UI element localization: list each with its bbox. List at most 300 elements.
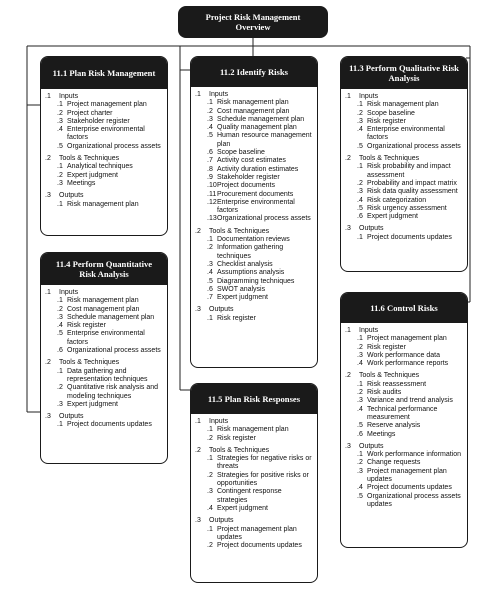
item-number: .5 — [207, 132, 213, 140]
process-title: 11.3 Perform Qualitative Risk Analysis — [349, 63, 459, 83]
list-item — [195, 132, 313, 149]
item-number: .2 — [57, 384, 63, 392]
item-number: .1 — [57, 297, 63, 305]
item-number: .1 — [357, 451, 363, 459]
list-item — [195, 488, 313, 505]
list-item — [195, 244, 313, 261]
item-text: Risk urgency assessment — [367, 204, 447, 212]
item-text: Stakeholder register — [67, 117, 130, 125]
item-number: .12 — [207, 198, 217, 206]
section-label: Tools & Techniques — [59, 155, 120, 163]
list-item — [345, 197, 463, 205]
section-title — [195, 517, 313, 525]
item-text: Data gathering and representation techniques — [67, 367, 148, 383]
section-number: .1 — [195, 418, 201, 425]
list-item — [345, 406, 463, 423]
process-section — [345, 327, 463, 368]
item-number: .2 — [357, 343, 363, 351]
process-title: 11.5 Plan Risk Responses — [207, 394, 301, 404]
item-text: Meetings — [367, 430, 396, 438]
item-number: .3 — [57, 117, 63, 125]
list-item — [345, 163, 463, 180]
item-text: Scope baseline — [217, 149, 265, 157]
section-number: .1 — [195, 91, 201, 98]
list-item — [45, 163, 163, 171]
item-text: Project management plan — [367, 335, 447, 343]
process-section — [345, 93, 463, 151]
process-title: 11.2 Identify Risks — [219, 67, 289, 77]
item-text: Change requests — [367, 459, 421, 467]
section-label: Inputs — [359, 327, 379, 334]
item-text: Risk management plan — [67, 200, 139, 208]
item-number: .10 — [207, 182, 217, 190]
section-label: Outputs — [359, 442, 384, 450]
item-text: Project management plan updates — [367, 467, 447, 484]
item-number: .4 — [207, 269, 213, 277]
list-item — [195, 526, 313, 543]
list-item — [45, 180, 163, 188]
item-number: .4 — [207, 124, 213, 132]
item-text: Expert judgment — [217, 504, 268, 512]
list-item — [45, 101, 163, 109]
list-item — [345, 213, 463, 221]
process-title-box — [41, 57, 167, 89]
section-label: Tools & Techniques — [59, 359, 120, 367]
list-item — [345, 352, 463, 360]
item-number: .4 — [207, 504, 213, 512]
item-number: .7 — [207, 294, 213, 302]
item-number: .5 — [57, 330, 63, 338]
section-number: .1 — [45, 93, 51, 100]
item-number: .2 — [57, 109, 63, 117]
process-section — [45, 413, 163, 430]
item-text: Technical performance measurement — [367, 405, 438, 421]
item-number: .1 — [207, 426, 213, 434]
list-item — [195, 426, 313, 434]
list-item — [45, 172, 163, 180]
item-text: Expert judgment — [367, 213, 418, 221]
item-text: Organizational process assets — [67, 347, 161, 355]
section-label: Outputs — [209, 517, 234, 525]
process-section — [345, 155, 463, 221]
item-text: Cost management plan — [217, 107, 290, 115]
process-body — [41, 285, 167, 436]
process-section — [45, 155, 163, 188]
section-label: Tools & Techniques — [209, 227, 270, 235]
process-title-box — [341, 57, 467, 89]
section-label: Inputs — [209, 91, 229, 98]
list-item — [45, 201, 163, 209]
item-text: Contingent response strategies — [217, 488, 282, 504]
item-text: Risk categorization — [367, 196, 427, 204]
item-text: Analytical techniques — [67, 163, 133, 171]
section-label: Tools & Techniques — [209, 446, 270, 454]
process-section — [345, 225, 463, 242]
list-item — [195, 157, 313, 165]
item-text: Risk register — [367, 343, 406, 351]
section-number: .2 — [195, 446, 201, 454]
section-title — [345, 93, 463, 101]
section-title — [45, 93, 163, 101]
list-item — [345, 381, 463, 389]
item-number: .6 — [357, 430, 363, 438]
list-item — [195, 294, 313, 302]
section-title — [345, 372, 463, 380]
item-number: .3 — [57, 179, 63, 187]
list-item — [345, 431, 463, 439]
process-title-box — [191, 384, 317, 414]
section-number: .2 — [45, 359, 51, 367]
overview-title-box — [178, 6, 328, 38]
item-number: .2 — [207, 244, 213, 252]
list-item — [195, 116, 313, 124]
section-label: Outputs — [59, 413, 84, 421]
section-title — [45, 359, 163, 367]
process-section — [345, 443, 463, 509]
process-perform-quantitative-risk-analysis — [40, 252, 168, 464]
list-item — [345, 422, 463, 430]
list-item — [195, 182, 313, 190]
item-text: Activity cost estimates — [217, 157, 286, 165]
list-item — [45, 384, 163, 401]
item-number: .6 — [357, 213, 363, 221]
section-number: .2 — [195, 227, 201, 235]
item-number: .5 — [357, 204, 363, 212]
section-number: .3 — [45, 192, 51, 200]
process-title: 11.1 Plan Risk Management — [52, 68, 156, 78]
list-item — [195, 542, 313, 550]
item-text: Project documents updates — [367, 484, 452, 492]
item-number: .1 — [357, 101, 363, 109]
list-item — [195, 99, 313, 107]
item-text: Schedule management plan — [217, 115, 305, 123]
section-title — [45, 155, 163, 163]
item-number: .3 — [207, 115, 213, 123]
list-item — [195, 149, 313, 157]
item-text: Risk register — [217, 434, 256, 442]
section-title — [195, 228, 313, 236]
item-number: .4 — [357, 405, 363, 413]
list-item — [45, 110, 163, 118]
item-text: Risk audits — [367, 389, 402, 397]
section-label: Inputs — [59, 93, 79, 100]
item-text: Meetings — [67, 179, 96, 187]
section-label: Inputs — [59, 289, 79, 296]
process-section — [45, 289, 163, 355]
item-number: .2 — [57, 305, 63, 313]
item-text: Cost management plan — [67, 305, 140, 313]
item-text: Project documents updates — [367, 233, 452, 241]
item-text: Organizational process assets — [67, 142, 161, 150]
list-item — [345, 468, 463, 485]
section-number: .2 — [45, 155, 51, 163]
section-label: Outputs — [209, 306, 234, 314]
process-title-box — [191, 57, 317, 87]
process-body — [341, 89, 467, 248]
item-number: .6 — [57, 347, 63, 355]
list-item — [45, 347, 163, 355]
process-section — [195, 418, 313, 443]
list-item — [345, 397, 463, 405]
item-number: .1 — [207, 236, 213, 244]
list-item — [45, 322, 163, 330]
item-number: .5 — [357, 142, 363, 150]
list-item — [345, 459, 463, 467]
section-title — [195, 418, 313, 426]
list-item — [195, 108, 313, 116]
process-body — [41, 89, 167, 215]
item-number: .2 — [207, 471, 213, 479]
section-number: .3 — [345, 225, 351, 233]
item-number: .5 — [57, 142, 63, 150]
item-number: .2 — [357, 389, 363, 397]
list-item — [195, 191, 313, 199]
list-item — [345, 205, 463, 213]
list-item — [195, 166, 313, 174]
item-number: .3 — [57, 313, 63, 321]
item-text: Assumptions analysis — [217, 269, 285, 277]
list-item — [195, 286, 313, 294]
item-text: Risk management plan — [217, 426, 289, 434]
item-number: .6 — [207, 149, 213, 157]
list-item — [195, 174, 313, 182]
list-item — [345, 389, 463, 397]
item-number: .3 — [357, 351, 363, 359]
item-text: Quality management plan — [217, 124, 297, 132]
item-number: .1 — [57, 367, 63, 375]
list-item — [45, 314, 163, 322]
process-body — [341, 323, 467, 515]
list-item — [345, 484, 463, 492]
item-number: .2 — [357, 109, 363, 117]
section-title — [195, 447, 313, 455]
item-number: .8 — [207, 165, 213, 173]
process-plan-risk-management — [40, 56, 168, 236]
process-section — [45, 192, 163, 209]
item-number: .3 — [357, 467, 363, 475]
item-text: Risk probability and impact assessment — [367, 163, 451, 179]
list-item — [195, 315, 313, 323]
list-item — [345, 126, 463, 143]
list-item — [345, 188, 463, 196]
item-text: Expert judgment — [217, 294, 268, 302]
section-title — [195, 306, 313, 314]
section-title — [195, 91, 313, 99]
item-number: .3 — [207, 260, 213, 268]
process-section — [345, 372, 463, 438]
item-number: .2 — [207, 107, 213, 115]
item-number: .3 — [207, 488, 213, 496]
item-text: Project documents — [217, 182, 275, 190]
list-item — [45, 401, 163, 409]
item-text: Project documents updates — [67, 421, 152, 429]
item-number: .4 — [357, 484, 363, 492]
item-number: .1 — [357, 380, 363, 388]
process-section — [195, 228, 313, 303]
item-number: .1 — [207, 314, 213, 322]
item-text: Schedule management plan — [67, 313, 155, 321]
item-text: Diagramming techniques — [217, 277, 295, 285]
item-number: .2 — [57, 171, 63, 179]
item-number: .1 — [207, 525, 213, 533]
list-item — [345, 110, 463, 118]
item-text: Enterprise environmental factors — [67, 126, 145, 142]
overview-title: Project Risk Management Overview — [205, 12, 301, 32]
section-label: Inputs — [359, 93, 379, 100]
item-number: .4 — [357, 196, 363, 204]
item-number: .4 — [57, 126, 63, 134]
section-number: .1 — [345, 93, 351, 100]
item-number: .1 — [207, 455, 213, 463]
section-number: .3 — [195, 517, 201, 525]
list-item — [345, 335, 463, 343]
section-number: .1 — [45, 289, 51, 296]
item-text: Activity duration estimates — [217, 165, 299, 173]
section-title — [45, 289, 163, 297]
process-section — [195, 447, 313, 513]
list-item — [345, 344, 463, 352]
section-label: Inputs — [209, 418, 229, 425]
item-text: Human resource management plan — [217, 132, 312, 148]
section-title — [345, 443, 463, 451]
list-item — [195, 278, 313, 286]
item-number: .6 — [207, 285, 213, 293]
process-control-risks — [340, 292, 468, 548]
list-item — [45, 330, 163, 347]
item-text: Expert judgment — [67, 400, 118, 408]
item-text: Risk register — [67, 322, 106, 330]
item-text: Quantitative risk analysis and modeling techniques — [67, 384, 159, 400]
section-label: Tools & Techniques — [359, 155, 420, 163]
process-title: 11.6 Control Risks — [370, 303, 438, 313]
process-section — [45, 359, 163, 409]
item-text: Probability and impact matrix — [367, 179, 457, 187]
item-number: .5 — [207, 277, 213, 285]
item-text: Enterprise environmental factors — [367, 126, 445, 142]
item-text: Risk management plan — [217, 99, 289, 107]
item-number: .1 — [357, 233, 363, 241]
item-number: .7 — [207, 157, 213, 165]
section-number: .3 — [345, 442, 351, 450]
item-number: .3 — [57, 400, 63, 408]
process-identify-risks — [190, 56, 318, 368]
item-text: Variance and trend analysis — [367, 397, 453, 405]
list-item — [45, 126, 163, 143]
process-perform-qualitative-risk-analysis — [340, 56, 468, 272]
section-number: .2 — [345, 372, 351, 380]
list-item — [345, 493, 463, 510]
list-item — [345, 101, 463, 109]
item-number: .4 — [57, 322, 63, 330]
item-text: Project documents updates — [217, 542, 302, 550]
list-item — [45, 143, 163, 151]
item-text: Scope baseline — [367, 109, 415, 117]
item-number: .1 — [57, 163, 63, 171]
section-number: .1 — [345, 327, 351, 334]
item-text: Organizational process assets — [217, 215, 311, 223]
item-number: .1 — [57, 200, 63, 208]
list-item — [45, 118, 163, 126]
list-item — [345, 360, 463, 368]
item-number: .2 — [207, 542, 213, 550]
item-text: Enterprise environmental factors — [67, 330, 145, 346]
section-title — [45, 413, 163, 421]
list-item — [195, 472, 313, 489]
process-body — [191, 87, 317, 329]
item-number: .2 — [357, 459, 363, 467]
list-item — [195, 215, 313, 223]
list-item — [45, 421, 163, 429]
item-number: .5 — [357, 422, 363, 430]
item-number: .2 — [357, 179, 363, 187]
item-text: Organizational process assets updates — [367, 492, 461, 508]
item-number: .1 — [357, 163, 363, 171]
item-text: Organizational process assets — [367, 142, 461, 150]
section-label: Outputs — [59, 192, 84, 200]
process-section — [195, 517, 313, 550]
list-item — [345, 118, 463, 126]
process-title-box — [41, 253, 167, 285]
item-number: .5 — [357, 492, 363, 500]
item-number: .1 — [357, 335, 363, 343]
item-text: Risk register — [367, 117, 406, 125]
item-text: Risk register — [217, 314, 256, 322]
item-number: .11 — [207, 190, 217, 198]
item-number: .3 — [357, 117, 363, 125]
item-text: Project management plan — [67, 101, 147, 109]
item-text: Risk reassessment — [367, 380, 427, 388]
item-number: .1 — [57, 421, 63, 429]
item-number: .1 — [57, 101, 63, 109]
list-item — [195, 435, 313, 443]
process-section — [195, 91, 313, 224]
process-plan-risk-responses — [190, 383, 318, 583]
item-number: .4 — [357, 126, 363, 134]
list-item — [195, 199, 313, 216]
process-section — [45, 93, 163, 151]
item-text: Documentation reviews — [217, 236, 290, 244]
process-body — [191, 414, 317, 556]
item-text: Project charter — [67, 109, 113, 117]
list-item — [195, 505, 313, 513]
item-number: .4 — [357, 360, 363, 368]
process-section — [195, 306, 313, 323]
section-title — [45, 192, 163, 200]
item-text: Work performance data — [367, 351, 441, 359]
section-title — [345, 225, 463, 233]
item-number: .1 — [207, 99, 213, 107]
list-item — [195, 455, 313, 472]
section-number: .2 — [345, 155, 351, 163]
item-text: Work performance reports — [367, 360, 449, 368]
list-item — [45, 297, 163, 305]
list-item — [345, 234, 463, 242]
item-number: .9 — [207, 173, 213, 181]
item-text: Expert judgment — [67, 171, 118, 179]
item-number: .3 — [357, 397, 363, 405]
list-item — [195, 261, 313, 269]
section-label: Tools & Techniques — [359, 372, 420, 380]
item-text: SWOT analysis — [217, 285, 266, 293]
section-number: .3 — [195, 306, 201, 314]
list-item — [195, 124, 313, 132]
list-item — [345, 451, 463, 459]
list-item — [195, 269, 313, 277]
list-item — [345, 180, 463, 188]
item-text: Project management plan updates — [217, 525, 297, 541]
list-item — [45, 306, 163, 314]
item-text: Enterprise environmental factors — [217, 198, 295, 215]
